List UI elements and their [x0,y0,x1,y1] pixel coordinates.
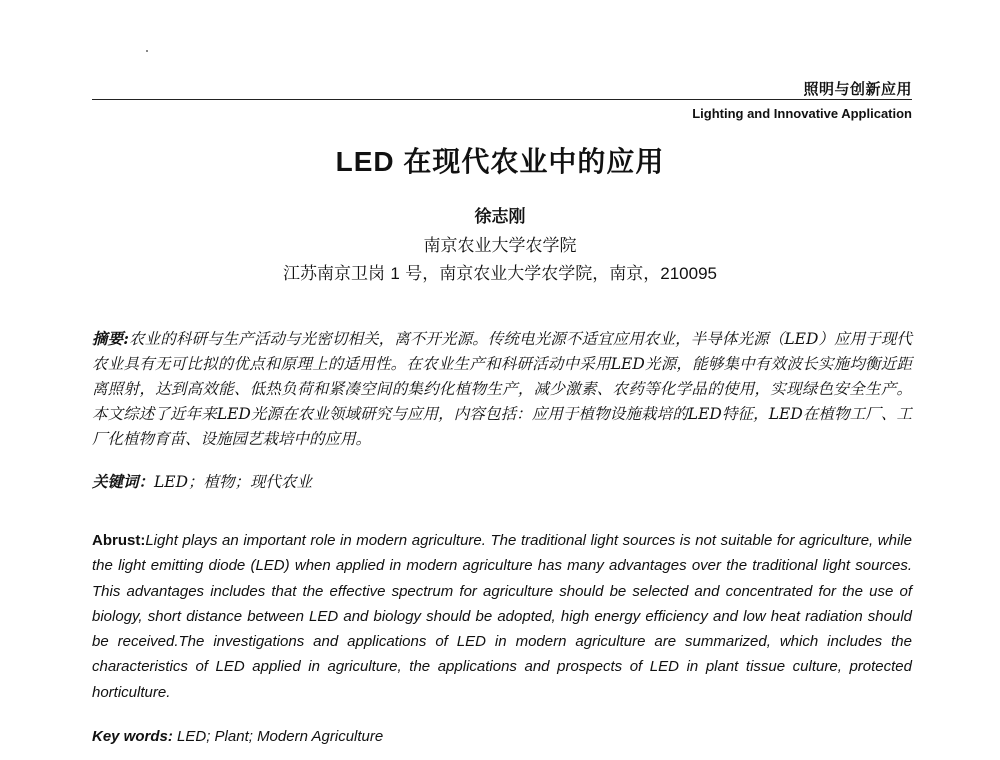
author-name: 徐志刚 [474,207,526,227]
keywords-en-text: LED; Plant; Modern Agriculture [172,728,384,745]
scan-speck [146,50,148,52]
keywords-cn-label: 关键词： [92,472,155,491]
address-suffix: 号，南京农业大学农学院，南京， [405,264,661,284]
address-prefix: 江苏南京卫岗 [282,264,385,284]
address-postcode: 210095 [660,264,717,283]
author-affiliation: 南京农业大学农学院 [423,236,577,256]
keywords-cn-text: LED；植物；现代农业 [154,473,313,491]
abstract-en-label: Abrust: [92,532,146,549]
abstract-cn-label: 摘要: [92,329,129,348]
section-header-en: Lighting and Innovative Application [692,106,912,121]
abstract-cn-text: 农业的科研与生产活动与光密切相关，离不开光源。传统电光源不适宜应用农业，半导体光源（LED）应用于现代农业具有无可比拟的优点和原理上的适用性。在农业生产和科研活动中采用LED光源，能够集中有效波长实施均衡近距离照射，达到高效能、低热负荷和紧凑空间的集约化植物生产，减少激素、农药等化学品的使用，实现绿色安全生产。本文综述了近年来LED光源在农业领域研究与应用，内容包括：应用于植物设施栽培的LED特征，LED在植物工厂、工厂化植物育苗、设施园艺栽培中的应用。 [92,330,912,448]
abstract-cn [92,326,912,452]
keywords-en [92,727,383,747]
keywords-cn [92,469,312,495]
keywords-en-label: Key words: [92,728,173,745]
abstract-en-text: Light plays an important role in modern agriculture. The traditional light sources is not suitable for agriculture, while the light emitting diode (LED) when applied in modern agriculture has many advantages over the traditional light sources. This advantages includes that the effective spectrum for agriculture should be selected and concentrated for the use of biology, short distance between LED and biology should be adopted, high energy efficiency and low heat radiation should be received.The investigations and applications of LED in modern agriculture are summarized, which includes the characteristics of LED applied in agriculture, the applications and prospects of LED in plant tissue culture, protected horticulture. [92,532,912,701]
abstract-en [92,528,912,705]
author-address [0,259,1000,284]
section-header-cn: 照明与创新应用 [803,81,912,98]
address-number: 1 [390,264,400,283]
paper-title: LED 在现代农业中的应用 [335,146,665,177]
header-rule [92,99,912,100]
